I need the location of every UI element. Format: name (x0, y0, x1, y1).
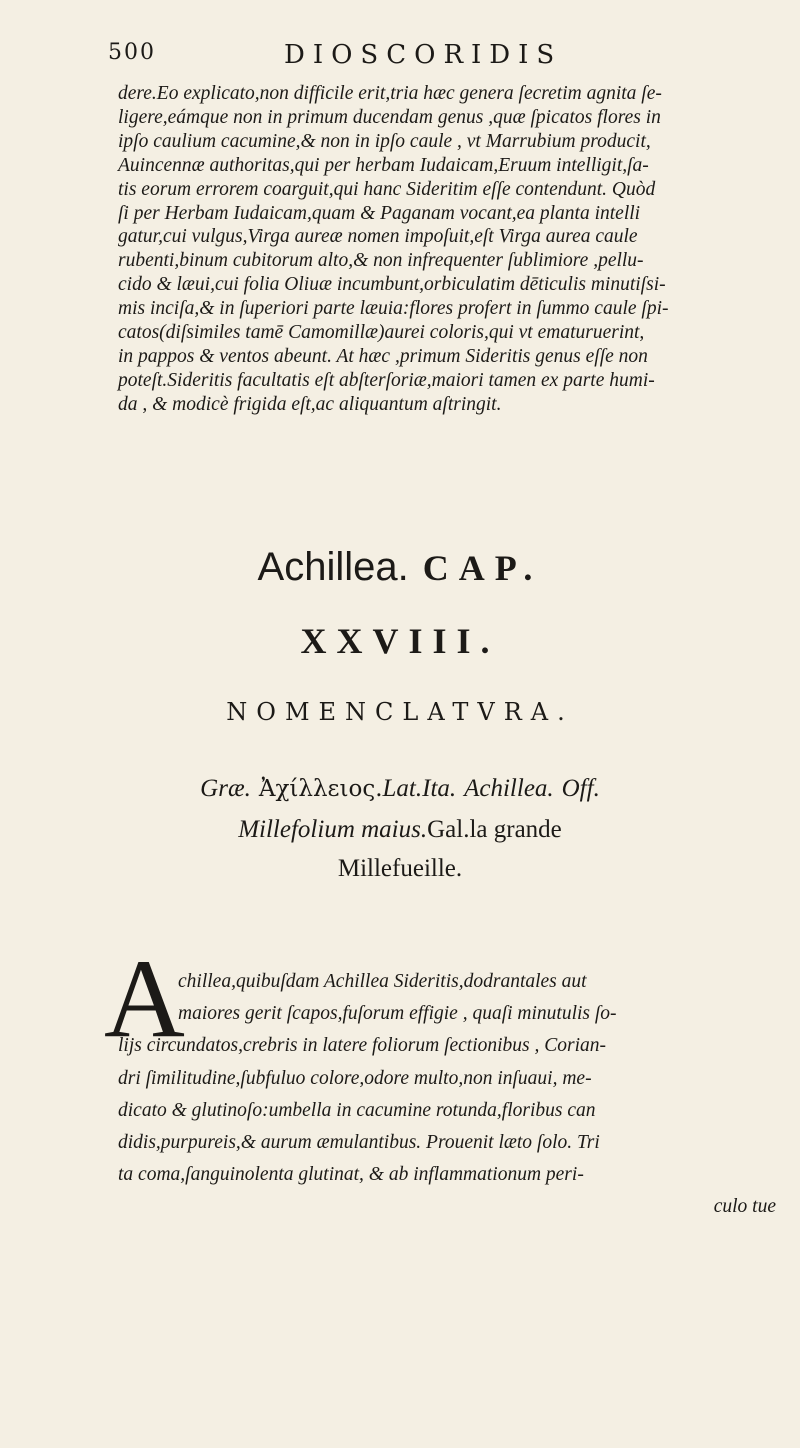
greek-name: Ἀχίλλειος. (258, 776, 383, 802)
synonyms-line-1 (0, 768, 800, 809)
text-line: da , & modicè frigida eſt,ac aliquantum aſtringit. (118, 393, 502, 415)
text-line: in pappos & ventos abeunt. At hæc ,primum Sideritis genus eſſe non (118, 345, 648, 367)
text-line: lijs circundatos,crebris in latere foliorum ſectionibus , Corian- (118, 1035, 607, 1057)
page-header (108, 40, 768, 80)
text-line: dri ſimilitudine,ſubfuluo colore,odore multo,non inſuaui, me- (118, 1067, 592, 1089)
synonyms-line-2 (0, 809, 800, 849)
page-number: 500 (108, 40, 156, 65)
text-line: dicato & glutinoſo:umbella in cacumine rotunda,floribus can (118, 1099, 596, 1121)
text-line: ta coma,ſanguinolenta glutinat, & ab inflammationum peri- (118, 1164, 584, 1186)
french-name: Gal.la grande (427, 816, 562, 843)
synonyms-line-3: Millefueille. (337, 855, 463, 882)
text-line: dere.Eo explicato,non difficile erit,tria hæc genera ſecretim agnita ſe- (118, 83, 662, 104)
text-line: chillea,quibuſdam Achillea Sideritis,dodrantales aut (178, 971, 587, 992)
chapter-title (0, 545, 800, 590)
text-line: gatur,cui vulgus,Virga aureæ nomen impoſuit,eſt Virga aurea caule (118, 226, 638, 248)
paragraph-achillea-description (118, 966, 798, 1224)
chapter-title-name: Achillea. (257, 545, 409, 589)
paragraph-sideritis-conclusion (118, 82, 788, 417)
latin-name: Achillea. (464, 775, 554, 802)
label-latin-italian: Lat.Ita. (382, 775, 457, 802)
drop-cap-initial: A (104, 937, 185, 1061)
running-head: DIOSCORIDIS (284, 40, 563, 70)
text-line: cido & læui,cui folia Oliuæ incumbunt,orbiculatim dēticulis minutiſsi- (118, 274, 666, 296)
text-line: tis eorum errorem coarguit,qui hanc Sideritim eſſe contendunt. Quòd (118, 178, 656, 200)
text-line: poteſt.Sideritis facultatis eſt abſterſoriæ,maiori tamen ex parte humi- (118, 369, 655, 391)
chapter-number: XXVIII. (300, 621, 500, 661)
officinal-name: Millefolium maius. (238, 816, 428, 843)
text-line: ſi per Herbam Iudaicam,quam & Paganam vocant,ea planta intelli (118, 202, 641, 224)
text-line: Auincennæ authoritas,qui per herbam Iudaicam,Eruum intelligit,ſa- (118, 154, 649, 176)
text-line: rubenti,binum cubitorum alto,& non infrequenter ſublimiore ,pellu- (118, 250, 644, 272)
label-graece: Græ. (200, 775, 251, 802)
text-line: didis,purpureis,& aurum æmulantibus. Prouenit læto ſolo. Tri (118, 1132, 600, 1154)
text-line: ligere,eámque non in primum ducendam genus ,quæ ſpicatos flores in (118, 106, 661, 128)
text-line: mis inciſa,& in ſuperiori parte læuia:flores profert in ſummo caule ſpi- (118, 298, 669, 320)
text-line: ipſo caulium cacumine,& non in ipſo caule , vt Marrubium producit, (118, 130, 651, 152)
chapter-cap-label: CAP. (422, 548, 543, 588)
section-heading: NOMENCLATVRA. (226, 698, 574, 726)
catchword: culo tue (713, 1196, 776, 1218)
synonyms-block (0, 768, 800, 888)
text-line: maiores gerit ſcapos,fuſorum effigie , quaſi minutulis ſo- (178, 1003, 617, 1025)
text-line: catos(diſsimiles tamē Camomillæ)aurei coloris,qui vt ematuruerint, (118, 322, 645, 344)
label-officinarum: Off. (561, 775, 600, 802)
